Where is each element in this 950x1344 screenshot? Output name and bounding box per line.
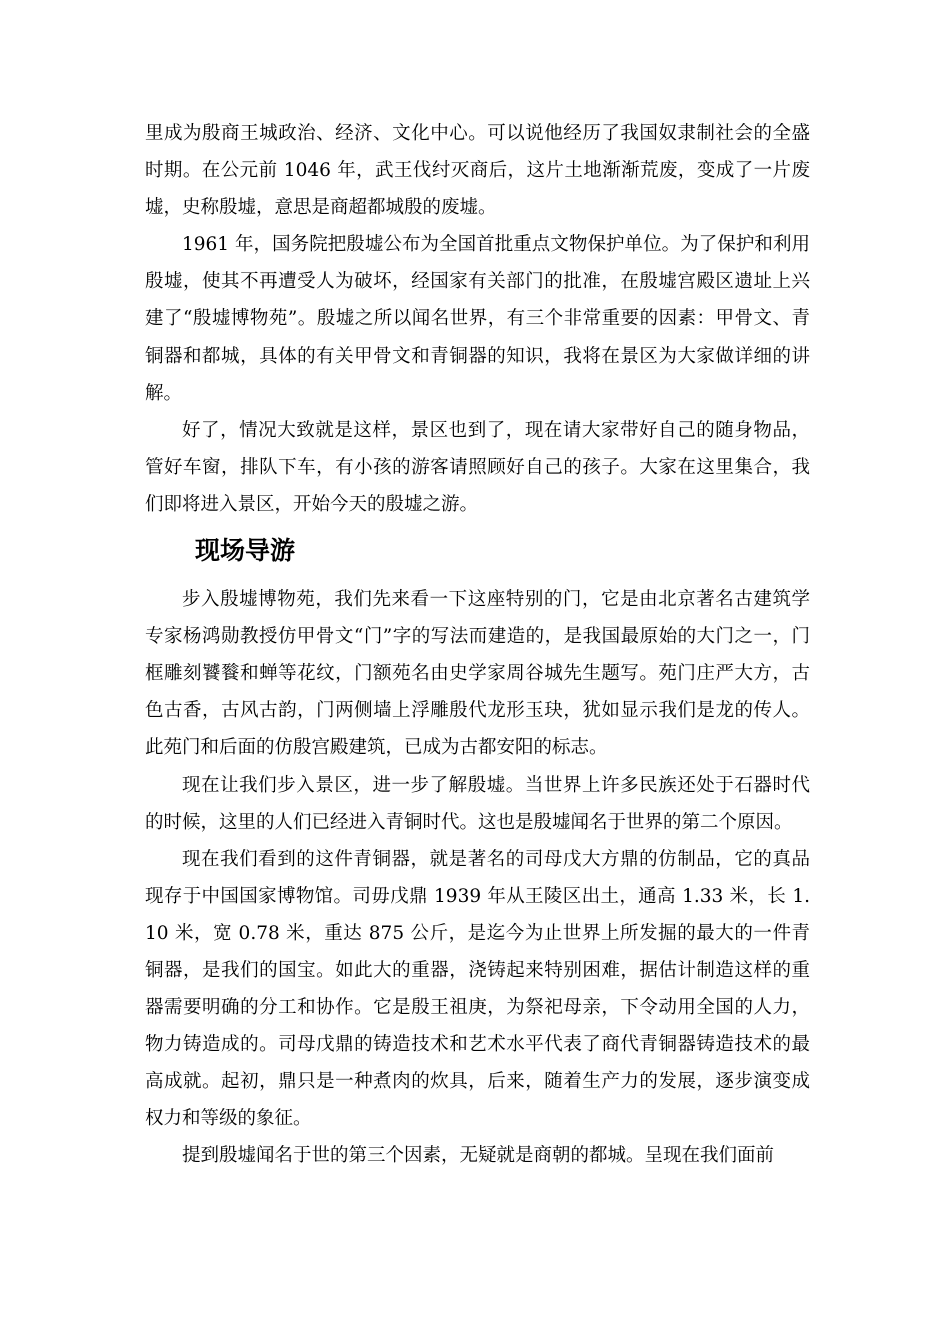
paragraph: 现在我们看到的这件青铜器，就是著名的司母戊大方鼎的仿制品，它的真品现存于中国国家博物馆。司毋戊鼎 1939 年从王陵区出土，通高 1.33 米，长 1.10 米，宽 0.78 米，重达 875 公斤，是迄今为止世界上所发掘的最大的一件青铜器，是我们的国宝。如此大的重器，浇铸起来特别困难，据估计制造这样的重器需要明确的分工和协作。它是殷王祖庚，为祭祀母亲，下令动用全国的人力，物力铸造成的。司母戊鼎的铸造技术和艺术水平代表了商代青铜器铸造技术的最高成就。起初，鼎只是一种煮肉的炊具，后来，随着生产力的发展，逐步演变成权力和等级的象征。 — [145, 848, 810, 1130]
paragraph: 步入殷墟博物苑，我们先来看一下这座特别的门，它是由北京著名古建筑学专家杨鸿勋教授仿甲骨文“门”字的写法而建造的，是我国最原始的大门之一，门框雕刻饕餮和蝉等花纹，门额苑名由史学家周谷城先生题写。苑门庄严大方，古色古香，古风古韵，门两侧墙上浮雕殷代龙形玉玦，犹如显示我们是龙的传人。此苑门和后面的仿殷宫殿建筑，已成为古都安阳的标志。 — [145, 589, 810, 759]
paragraph: 1961 年，国务院把殷墟公布为全国首批重点文物保护单位。为了保护和利用殷墟，使其不再遭受人为破坏，经国家有关部门的批准，在殷墟宫殿区遗址上兴建了“殷墟博物苑”。殷墟之所以闻名世界，有三个非常重要的因素：甲骨文、青铜器和都城，具体的有关甲骨文和青铜器的知识，我将在景区为大家做详细的讲解。 — [145, 234, 810, 404]
section-heading: 现场导游 — [195, 536, 296, 566]
paragraph: 好了，情况大致就是这样，景区也到了，现在请大家带好自己的随身物品，管好车窗，排队下车，有小孩的游客请照顾好自己的孩子。大家在这里集合，我们即将进入景区，开始今天的殷墟之游。 — [145, 419, 810, 515]
paragraph-continued: 里成为殷商王城政治、经济、文化中心。可以说他经历了我国奴隶制社会的全盛时期。在公元前 1046 年，武王伐纣灭商后，这片土地渐渐荒废，变成了一片废墟，史称殷墟，意思是商超都城殷的废墟。 — [145, 123, 810, 219]
paragraph: 现在让我们步入景区，进一步了解殷墟。当世界上许多民族还处于石器时代的时候，这里的人们已经进入青铜时代。这也是殷墟闻名于世界的第二个原因。 — [145, 774, 810, 833]
paragraph: 提到殷墟闻名于世的第三个因素，无疑就是商朝的都城。呈现在我们面前 — [182, 1145, 775, 1167]
document-page — [145, 115, 810, 1175]
